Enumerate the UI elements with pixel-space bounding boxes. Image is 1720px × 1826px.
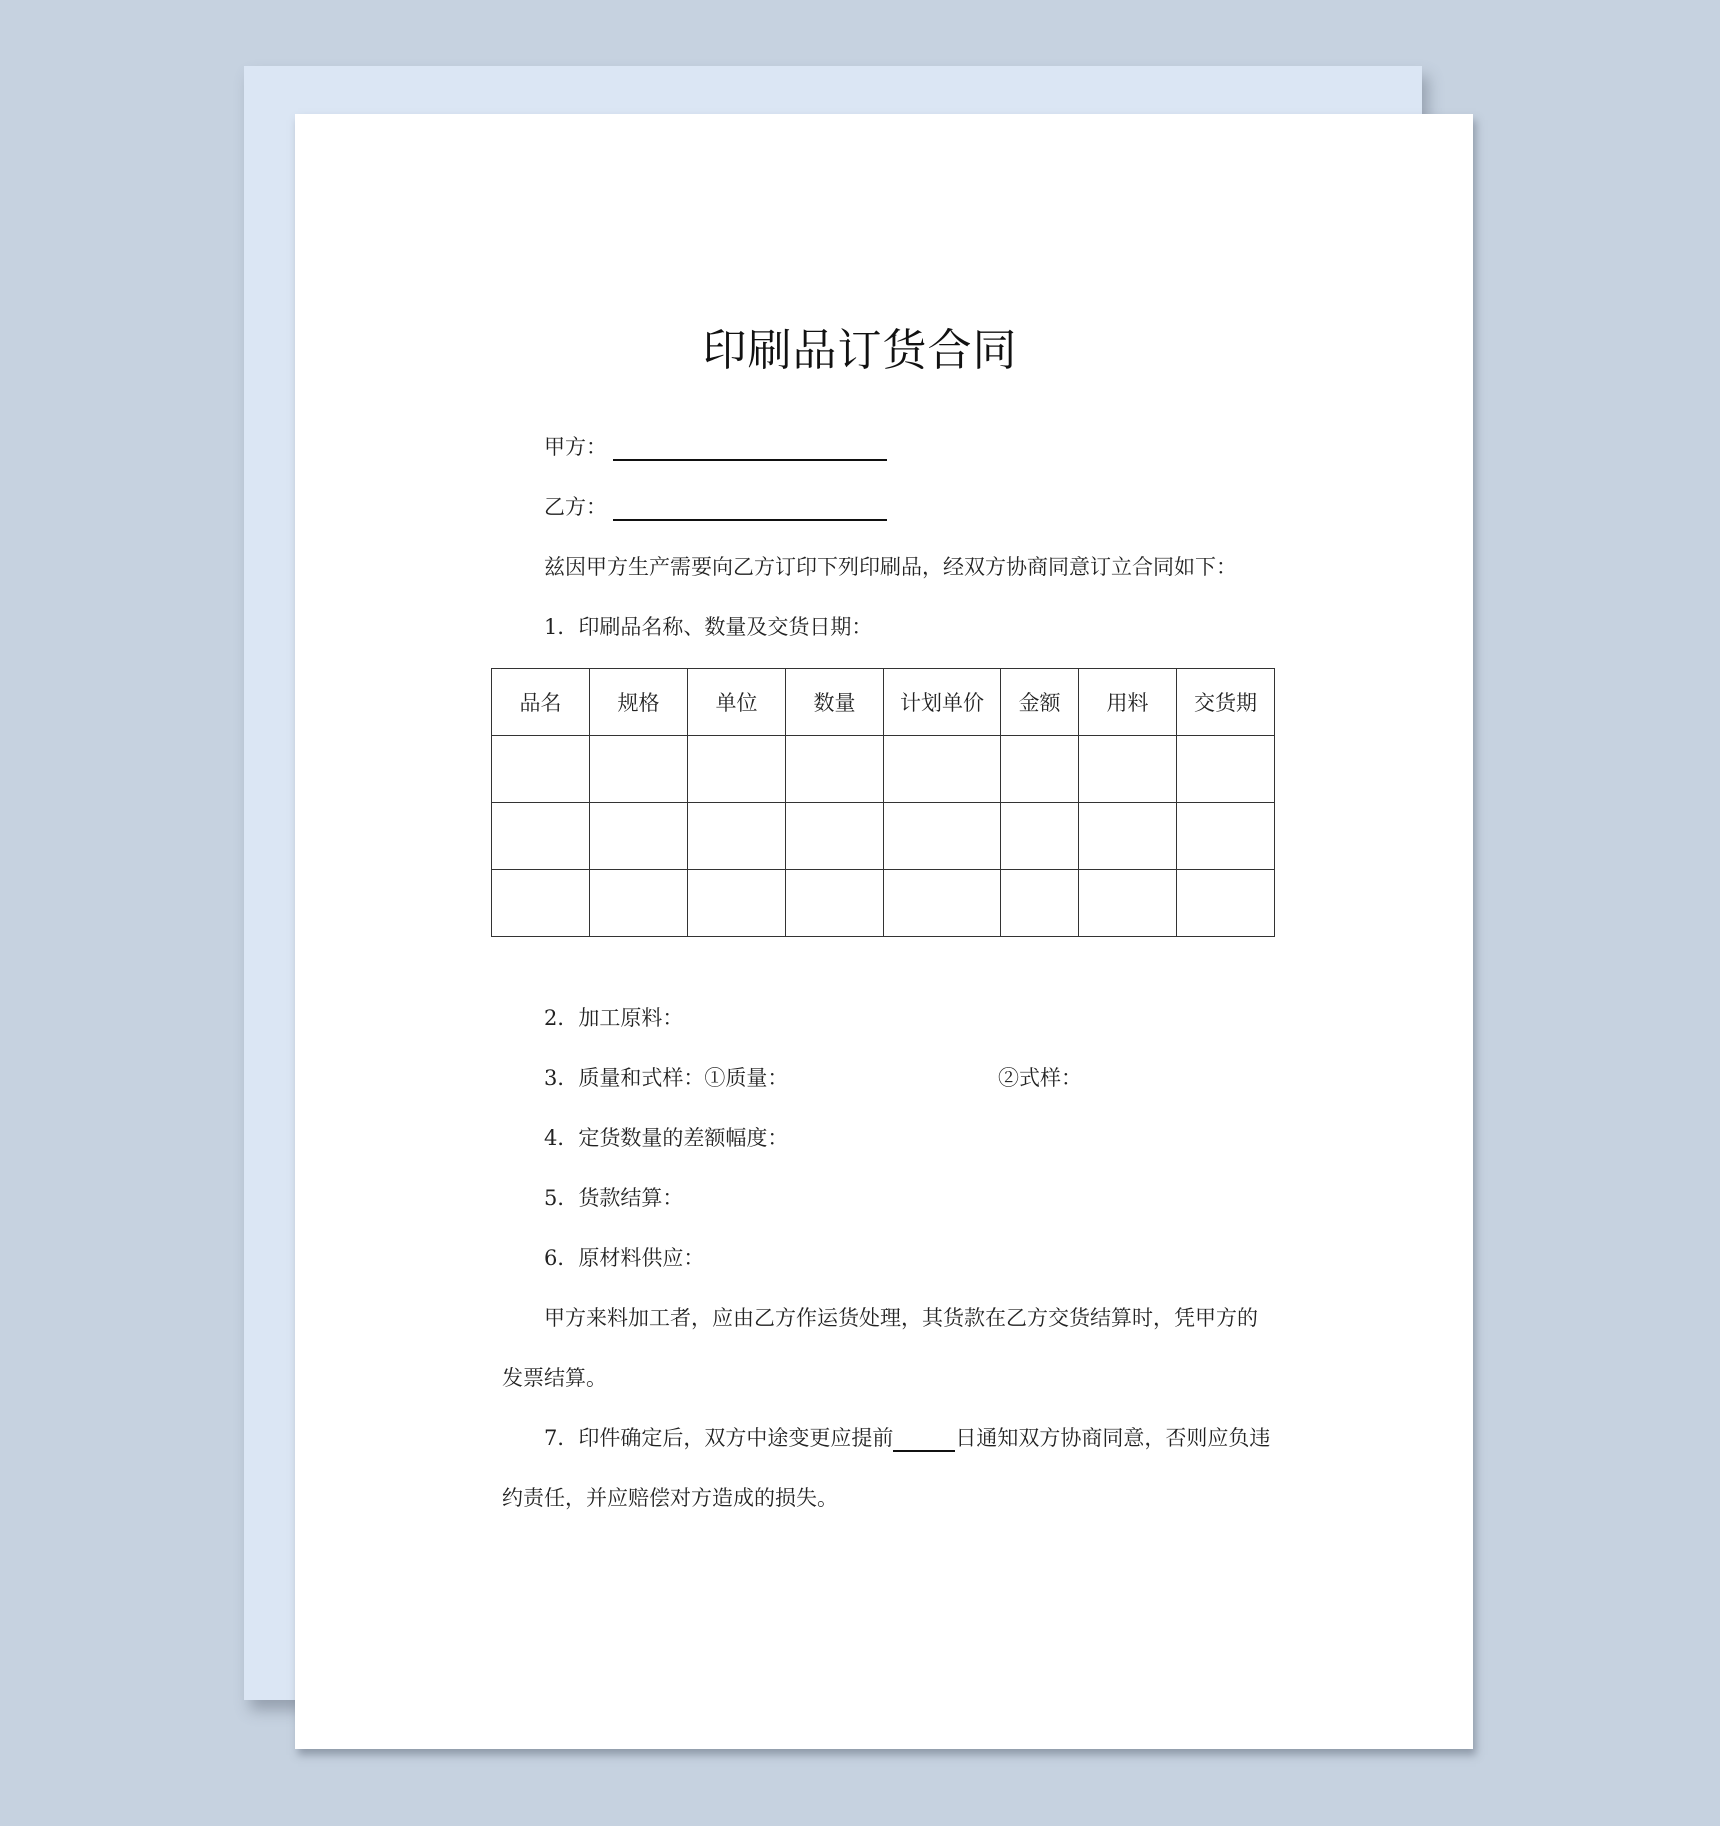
- table-cell[interactable]: [492, 803, 590, 870]
- party-b-blank[interactable]: [613, 497, 887, 521]
- table-cell[interactable]: [1079, 803, 1177, 870]
- item-7-line2: 约责任，并应赔偿对方造成的损失。: [502, 1486, 838, 1510]
- table-cell[interactable]: [884, 803, 1001, 870]
- table-cell[interactable]: [688, 803, 786, 870]
- order-table: [491, 668, 1275, 937]
- item-7-text-after: 日通知双方协商同意，否则应负违: [955, 1426, 1271, 1450]
- party-a-row: [544, 431, 887, 461]
- table-cell[interactable]: [786, 870, 884, 937]
- item-6-paragraph-line1: 甲方来料加工者，应由乙方作运货处理，其货款在乙方交货结算时，凭甲方的: [544, 1306, 1258, 1330]
- header-cell: 单位: [688, 669, 786, 736]
- table-cell[interactable]: [590, 870, 688, 937]
- table-cell[interactable]: [492, 736, 590, 803]
- table-row: [492, 803, 1275, 870]
- item-1-heading: 1．印刷品名称、数量及交货日期：: [544, 615, 873, 639]
- table-cell[interactable]: [884, 736, 1001, 803]
- table-cell[interactable]: [1177, 736, 1275, 803]
- table-row: [492, 736, 1275, 803]
- table-cell[interactable]: [688, 736, 786, 803]
- header-cell: 计划单价: [884, 669, 1001, 736]
- table-cell[interactable]: [1001, 803, 1079, 870]
- item-3-quality-text: 3．质量和式样：①质量：: [544, 1066, 789, 1090]
- header-cell: 品名: [492, 669, 590, 736]
- table-cell[interactable]: [1177, 870, 1275, 937]
- header-cell: 用料: [1079, 669, 1177, 736]
- item-7-text-before: 7．印件确定后，双方中途变更应提前: [544, 1426, 894, 1450]
- table-cell[interactable]: [590, 803, 688, 870]
- party-b-label: 乙方：: [544, 495, 607, 519]
- table-cell[interactable]: [1177, 803, 1275, 870]
- table-cell[interactable]: [1001, 736, 1079, 803]
- header-cell: 规格: [590, 669, 688, 736]
- table-cell[interactable]: [1079, 736, 1177, 803]
- header-cell: 数量: [786, 669, 884, 736]
- table-cell[interactable]: [1079, 870, 1177, 937]
- item-5-text: 5．货款结算：: [544, 1186, 684, 1210]
- item-3-style-text: ②式样：: [998, 1066, 1082, 1090]
- table-cell[interactable]: [688, 870, 786, 937]
- party-a-label: 甲方：: [544, 435, 607, 459]
- header-cell: 金额: [1001, 669, 1079, 736]
- table-cell[interactable]: [786, 803, 884, 870]
- header-cell: 交货期: [1177, 669, 1275, 736]
- table-cell[interactable]: [1001, 870, 1079, 937]
- document-title: 印刷品订货合同: [702, 325, 1018, 376]
- party-b-row: [544, 491, 887, 521]
- table-cell[interactable]: [786, 736, 884, 803]
- table-row: [492, 870, 1275, 937]
- table-cell[interactable]: [884, 870, 1001, 937]
- table-header-row: [492, 669, 1275, 736]
- item-6-paragraph-line2: 发票结算。: [502, 1366, 607, 1390]
- intro-text: 兹因甲方生产需要向乙方订印下列印刷品，经双方协商同意订立合同如下：: [544, 555, 1237, 579]
- item-2-text: 2．加工原料：: [544, 1006, 684, 1030]
- item-4-text: 4．定货数量的差额幅度：: [544, 1126, 789, 1150]
- table-cell[interactable]: [492, 870, 590, 937]
- item-6-text: 6．原材料供应：: [544, 1246, 705, 1270]
- days-blank[interactable]: [893, 1430, 955, 1452]
- table-cell[interactable]: [590, 736, 688, 803]
- party-a-blank[interactable]: [613, 437, 887, 461]
- item-7-line1: [544, 1422, 1270, 1452]
